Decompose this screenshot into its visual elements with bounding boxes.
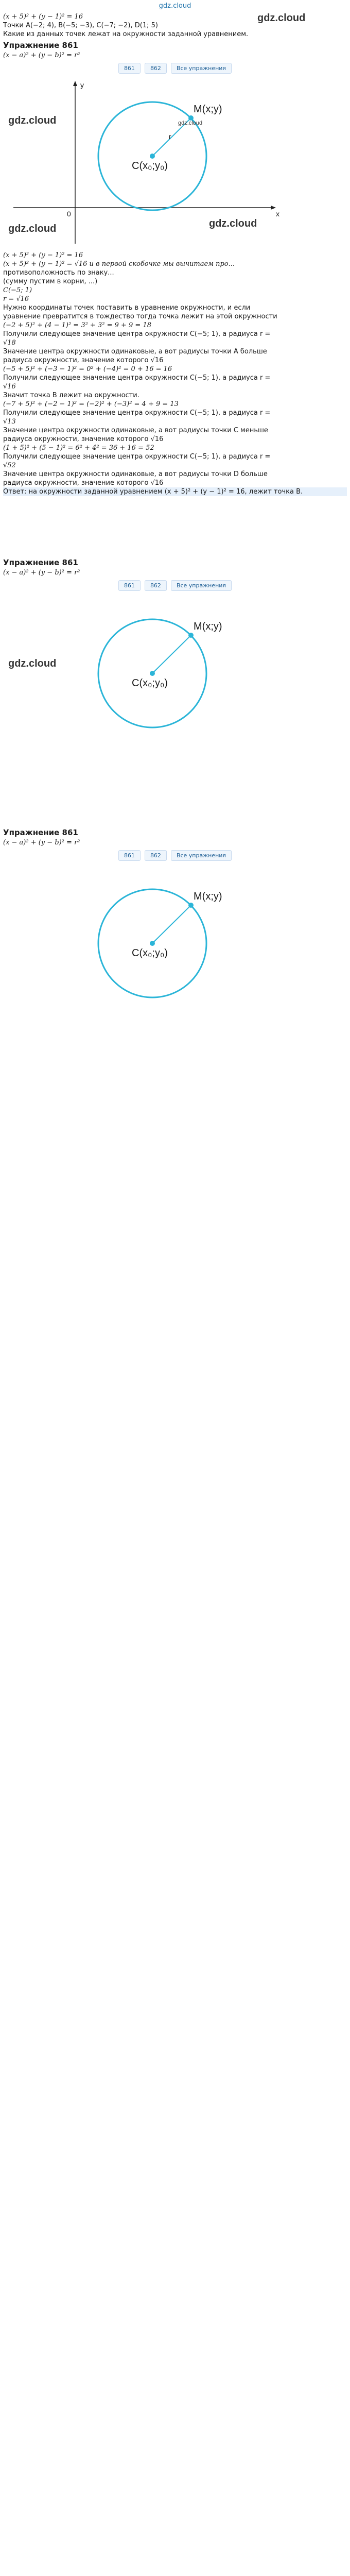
x-axis-label: x (276, 210, 279, 218)
solution-line: Значение центра окружности одинаковые, а вот радиусы точки A больше (3, 348, 267, 355)
exercise-title: Упражнение 861 (3, 828, 78, 837)
all-exercises-button[interactable]: Все упражнения (171, 580, 232, 591)
point-c-label: C(x₀;y₀) (132, 677, 168, 689)
solution-line: радиуса окружности, значение которого √16 (3, 435, 164, 443)
intro-section (0, 12, 350, 39)
intro-points: Точки A(−2; 4), B(−5; −3), C(−7; −2), D(1; 5) (3, 22, 158, 29)
solution-line: радиуса окружности, значение которого √16 (3, 479, 164, 487)
prev-exercise-button[interactable]: 861 (118, 63, 141, 74)
solution-line: (−7 + 5)² + (−2 − 1)² = (−2)² + (−3)² = 4 + 9 = 13 (3, 400, 179, 408)
center-point (150, 941, 155, 946)
circle-diagram (3, 866, 347, 1036)
watermark: gdz.cloud (8, 223, 57, 234)
exercise-nav (3, 63, 347, 74)
solution-line: Значит точка B лежит на окружности. (3, 392, 139, 399)
next-exercise-button[interactable]: 862 (145, 580, 167, 591)
solution-line: C(−5; 1) (3, 286, 32, 294)
solution-line: (1 + 5)² + (5 − 1)² = 6² + 4² = 36 + 16 = 52 (3, 444, 154, 452)
solution-line: r = √16 (3, 295, 29, 303)
general-formula: (x − a)² + (y − b)² = r² (3, 839, 80, 846)
exercise-title: Упражнение 861 (3, 558, 78, 567)
general-formula: (x − a)² + (y − b)² = r² (3, 52, 80, 59)
center-point (150, 671, 155, 676)
figure-watermark: gdz.cloud (178, 120, 203, 126)
m-point (188, 903, 194, 908)
solution-line: противоположность по знаку... (3, 269, 114, 277)
point-m-label: M(x;y) (194, 621, 222, 632)
m-point (188, 633, 194, 638)
solution-line: √13 (3, 418, 16, 426)
solution-line: Значение центра окружности одинаковые, а вот радиусы точки C меньше (3, 427, 268, 434)
origin-label: 0 (67, 210, 71, 218)
intro-equation: (x + 5)² + (y − 1)² = 16 (3, 13, 83, 21)
top-link[interactable]: gdz.cloud (159, 2, 191, 10)
point-m-label: M(x;y) (194, 104, 222, 115)
exercise-section (0, 558, 350, 766)
solution-line: √18 (3, 339, 16, 347)
all-exercises-button[interactable]: Все упражнения (171, 850, 232, 861)
radius-line (152, 635, 191, 673)
circle-diagram (3, 596, 347, 766)
solution-line: Нужно координаты точек поставить в уравнение окружности, и если (3, 304, 251, 312)
x-axis-arrow (271, 206, 276, 210)
solution-line: Значение центра окружности одинаковые, а вот радиусы точки D больше (3, 470, 268, 478)
solution-line: радиуса окружности, значение которого √16 (3, 357, 164, 364)
solution-line: Получили следующее значение центра окружности C(−5; 1), а радиуса r = (3, 409, 271, 417)
answer-line: Ответ: на окружности заданной уравнением (x + 5)² + (y − 1)² = 16, лежит точка B. (3, 487, 347, 496)
solution-line: Получили следующее значение центра окружности C(−5; 1), а радиуса r = (3, 330, 271, 338)
exercise-section (0, 41, 350, 496)
intro-question: Какие из данных точек лежат на окружности заданной уравнением. (3, 30, 249, 38)
circle-figure (3, 596, 347, 766)
solution-line: (−2 + 5)² + (4 − 1)² = 3² + 3² = 9 + 9 = 18 (3, 321, 151, 329)
solution-line: (x + 5)² + (y − 1)² = √16 и в первой скобочке мы вычитаем про... (3, 260, 235, 268)
point-c-label: C(x₀;y₀) (132, 160, 168, 172)
next-exercise-button[interactable]: 862 (145, 850, 167, 861)
center-point (150, 154, 155, 159)
solution-line: (−5 + 5)² + (−3 − 1)² = 0² + (−4)² = 0 + 16 = 16 (3, 365, 172, 373)
y-axis-arrow (73, 81, 77, 86)
solution-line: (сумму пустим в корни, ...) (3, 278, 98, 285)
prev-exercise-button[interactable]: 861 (118, 850, 141, 861)
next-exercise-button[interactable]: 862 (145, 63, 167, 74)
general-formula: (x − a)² + (y − b)² = r² (3, 569, 80, 577)
point-m-label: M(x;y) (194, 891, 222, 902)
point-c-label: C(x₀;y₀) (132, 947, 168, 959)
watermark: gdz.cloud (8, 658, 57, 669)
watermark: gdz.cloud (257, 12, 306, 24)
exercise-title: Упражнение 861 (3, 41, 78, 50)
circle-figure (3, 866, 347, 1036)
solution-line: (x + 5)² + (y − 1)² = 16 (3, 251, 83, 259)
watermark: gdz.cloud (8, 115, 57, 126)
prev-exercise-button[interactable]: 861 (118, 580, 141, 591)
circle-figure (3, 79, 347, 249)
watermark: gdz.cloud (209, 218, 257, 229)
exercise-nav (3, 850, 347, 861)
radius-line (152, 905, 191, 943)
exercise-nav (3, 580, 347, 591)
solution-line: уравнение превратится в тождество тогда точка лежит на этой окружности (3, 313, 277, 320)
exercise-section (0, 828, 350, 1036)
solution-line: √52 (3, 462, 16, 469)
solution-line: Получили следующее значение центра окружности C(−5; 1), а радиуса r = (3, 374, 271, 382)
y-axis-label: y (80, 81, 84, 89)
solution-line: Получили следующее значение центра окружности C(−5; 1), а радиуса r = (3, 453, 271, 461)
radius-label: r (169, 132, 171, 141)
solution-line: √16 (3, 383, 16, 391)
all-exercises-button[interactable]: Все упражнения (171, 63, 232, 74)
